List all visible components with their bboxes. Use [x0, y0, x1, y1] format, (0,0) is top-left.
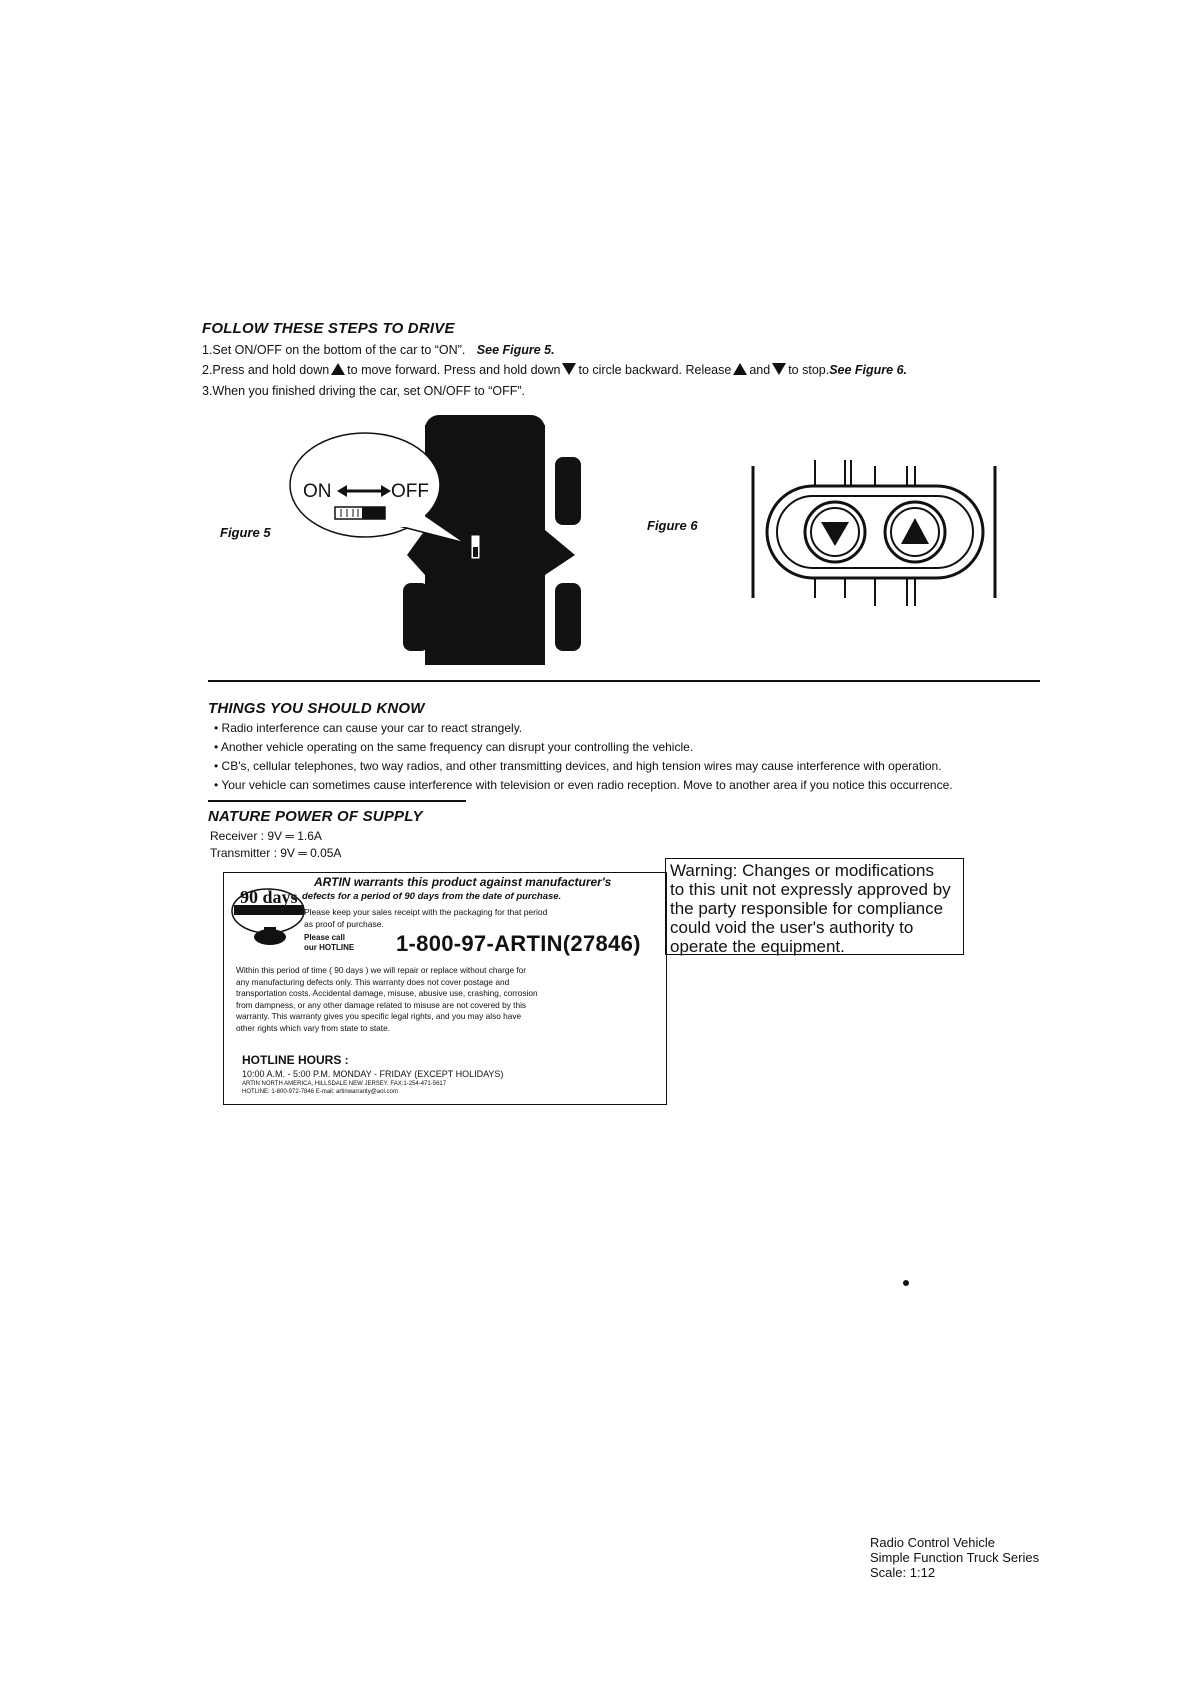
warning-line: could void the user's authority to: [670, 918, 914, 937]
step-2-d: and: [749, 363, 771, 377]
warning-text: [666, 859, 963, 958]
ninety-day-badge-icon: [230, 879, 306, 949]
car-front: [425, 415, 545, 445]
footer: [870, 1535, 1039, 1580]
warranty-line-3: Please keep your sales receipt with the packaging for that period: [304, 907, 548, 917]
step-2-ref: See Figure 6.: [829, 363, 908, 377]
warranty-body-line: Within this period of time ( 90 days ) we will repair or replace without charge for: [236, 965, 527, 975]
hotline-number: 1-800-97-ARTIN(27846): [396, 931, 641, 956]
step-2: [202, 363, 907, 377]
step-2-a: 2.Press and hold down: [202, 363, 330, 377]
section-divider: [208, 680, 1040, 682]
power-heading: NATURE POWER OF SUPPLY: [208, 808, 423, 825]
call-label: [304, 933, 354, 953]
warning-line: operate the equipment.: [670, 937, 845, 956]
warning-line: Warning: Changes or modifications: [670, 861, 934, 880]
switch-on-label: ON: [303, 481, 332, 502]
step-1-text: 1.Set ON/OFF on the bottom of the car to “ON”.: [202, 343, 466, 357]
know-bullet-1: • Radio interference can cause your car to react strangely.: [214, 721, 523, 735]
step-2-c: to circle backward. Release: [578, 363, 732, 377]
figure-5-car-diagram: [285, 415, 605, 665]
backward-triangle-icon: [562, 363, 576, 375]
hotline-hours: 10:00 A.M. - 5:00 P.M. MONDAY - FRIDAY (EXCEPT HOLIDAYS): [242, 1069, 504, 1079]
call-label-2: our HOTLINE: [304, 943, 355, 952]
step-1-ref: See Figure 5.: [476, 343, 555, 357]
transmitter-spec: Transmitter : 9V ═ 0.05A: [210, 846, 342, 860]
badge-text: 90 days: [240, 887, 298, 907]
wheel-rear-right: [555, 583, 581, 651]
stray-dot: [903, 1280, 909, 1286]
backward-triangle-icon: [772, 363, 786, 375]
warranty-body-line: warranty. This warranty gives you specific legal rights, and you may also have: [236, 1011, 522, 1021]
drive-heading: FOLLOW THESE STEPS TO DRIVE: [202, 320, 455, 337]
warranty-box: [223, 872, 667, 1105]
step-1: [202, 343, 555, 357]
footer-line-2: Simple Function Truck Series: [870, 1550, 1040, 1565]
know-bullet-4: • Your vehicle can sometimes cause interference with television or even radio reception. Move to another area if you notice this occurrence.: [214, 778, 953, 792]
figure-6-label: Figure 6: [647, 518, 698, 533]
forward-triangle-icon: [733, 363, 747, 375]
warranty-body-line: other rights which vary from state to state.: [236, 1022, 391, 1033]
warranty-body-line: from dampness, or any other damage related to misuse are not covered by this: [236, 999, 527, 1010]
call-label-1: Please call: [304, 933, 345, 942]
wheel-rear-left: [403, 583, 429, 651]
warranty-body-line: transportation costs. Accidental damage, misuse, abusive use, crashing, corrosion: [236, 988, 538, 998]
warning-line: to this unit not expressly approved by: [670, 880, 951, 899]
fcc-warning-box: [665, 858, 964, 955]
car-body: [425, 425, 545, 665]
hotline-hours-heading: HOTLINE HOURS :: [242, 1053, 349, 1067]
know-bullet-2: • Another vehicle operating on the same frequency can disrupt your controlling the vehicle.: [214, 740, 694, 754]
footer-line-3: Scale: 1:12: [870, 1565, 936, 1580]
switch-off-label: OFF: [391, 481, 429, 502]
forward-triangle-icon: [331, 363, 345, 375]
footer-line-1: Radio Control Vehicle: [870, 1535, 996, 1550]
warranty-address: ARTIN NORTH AMERICA, HILLSDALE NEW JERSEY. FAX:1-254-471-5617: [242, 1081, 447, 1087]
warranty-body: [236, 965, 538, 1034]
receiver-spec: Receiver : 9V ═ 1.6A: [210, 829, 322, 843]
warranty-line-4: as proof of purchase.: [304, 919, 384, 929]
warning-line: the party responsible for compliance: [670, 899, 944, 918]
figure-6-transmitter-diagram: [745, 458, 1005, 608]
wheel-front-right: [555, 457, 581, 525]
step-2-e: to stop.: [788, 363, 830, 377]
section-divider: [208, 800, 466, 802]
know-bullet-3: • CB's, cellular telephones, two way radios, and other transmitting devices, and high tension wires may cause interference with operation.: [214, 759, 942, 773]
warranty-line-2: defects for a period of 90 days from the date of purchase.: [302, 891, 562, 902]
figure-5-label: Figure 5: [220, 525, 271, 540]
step-2-b: to move forward. Press and hold down: [347, 363, 561, 377]
warranty-contact: HOTLINE: 1-800-972-7846 E-mail: artinwarranty@aol.com: [242, 1089, 398, 1095]
know-heading: THINGS YOU SHOULD KNOW: [208, 700, 425, 717]
warranty-line-1: ARTIN warrants this product against manufacturer's: [314, 875, 612, 889]
warranty-body-line: any manufacturing defects only. This warranty does not cover postage and: [236, 976, 510, 987]
step-3: 3.When you finished driving the car, set ON/OFF to “OFF”.: [202, 384, 526, 398]
